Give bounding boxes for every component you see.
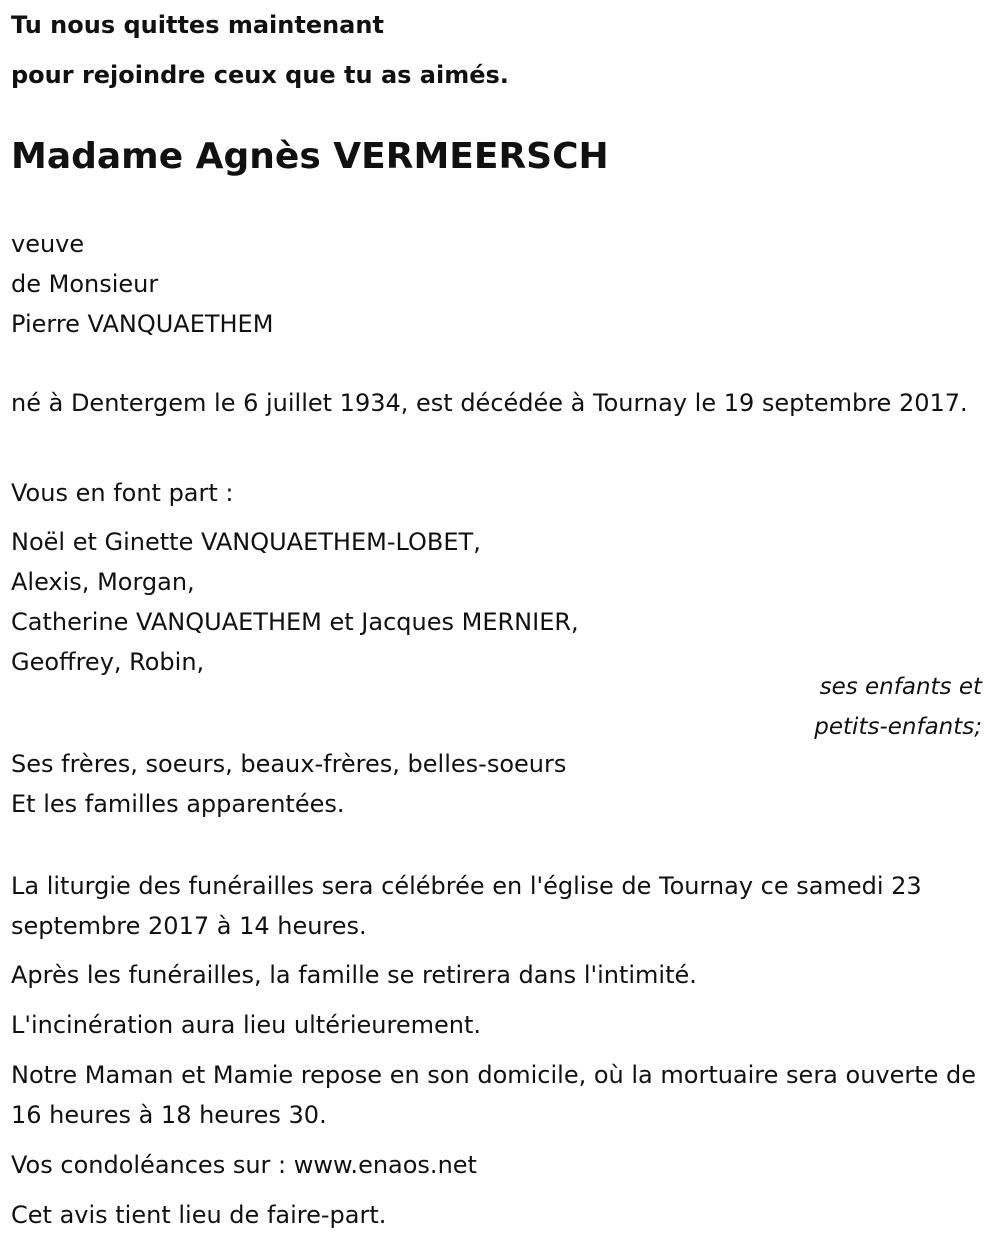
cremation-paragraph: L'incinération aura lieu ultérieurement. [11, 1011, 481, 1039]
other-family-line: Et les familles apparentées. [11, 790, 345, 818]
after-funeral-paragraph: Après les funérailles, la famille se retirera dans l'intimité. [11, 961, 697, 989]
family-relation-line: ses enfants et [819, 674, 982, 700]
family-relation-line: petits-enfants; [814, 714, 982, 740]
other-family-line: Ses frères, soeurs, beaux-frères, belles-soeurs [11, 750, 567, 778]
condolences-line: Vos condoléances sur : www.enaos.net [11, 1151, 477, 1179]
widow-of-block [11, 224, 986, 344]
resting-paragraph: Notre Maman et Mamie repose en son domicile, où la mortuaire sera ouverte de 16 heures à 18 heures 30. [11, 1061, 977, 1129]
widow-of-line: de Monsieur [11, 270, 159, 298]
deceased-name: Madame Agnès VERMEERSCH [11, 136, 609, 177]
intro-line-2: pour rejoindre ceux que tu as aimés. [11, 61, 509, 89]
notice-line: Cet avis tient lieu de faire-part. [11, 1201, 387, 1229]
family-member: Catherine VANQUAETHEM et Jacques MERNIER, [11, 608, 579, 636]
birth-death-statement: né à Dentergem le 6 juillet 1934, est décédée à Tournay le 19 septembre 2017. [11, 389, 968, 417]
intro-line-1: Tu nous quittes maintenant [11, 11, 384, 39]
widow-of-line: veuve [11, 230, 85, 258]
family-member: Alexis, Morgan, [11, 568, 195, 596]
family-member: Geoffrey, Robin, [11, 648, 205, 676]
widow-of-line: Pierre VANQUAETHEM [11, 310, 274, 338]
announcement-intro: Vous en font part : [11, 479, 234, 507]
family-relation [814, 667, 982, 747]
family-member: Noël et Ginette VANQUAETHEM-LOBET, [11, 528, 481, 556]
liturgy-paragraph: La liturgie des funérailles sera célébrée en l'église de Tournay ce samedi 23 septembre 2017 à 14 heures. [11, 872, 922, 940]
other-family-block [11, 744, 986, 824]
family-members-list [11, 522, 986, 682]
